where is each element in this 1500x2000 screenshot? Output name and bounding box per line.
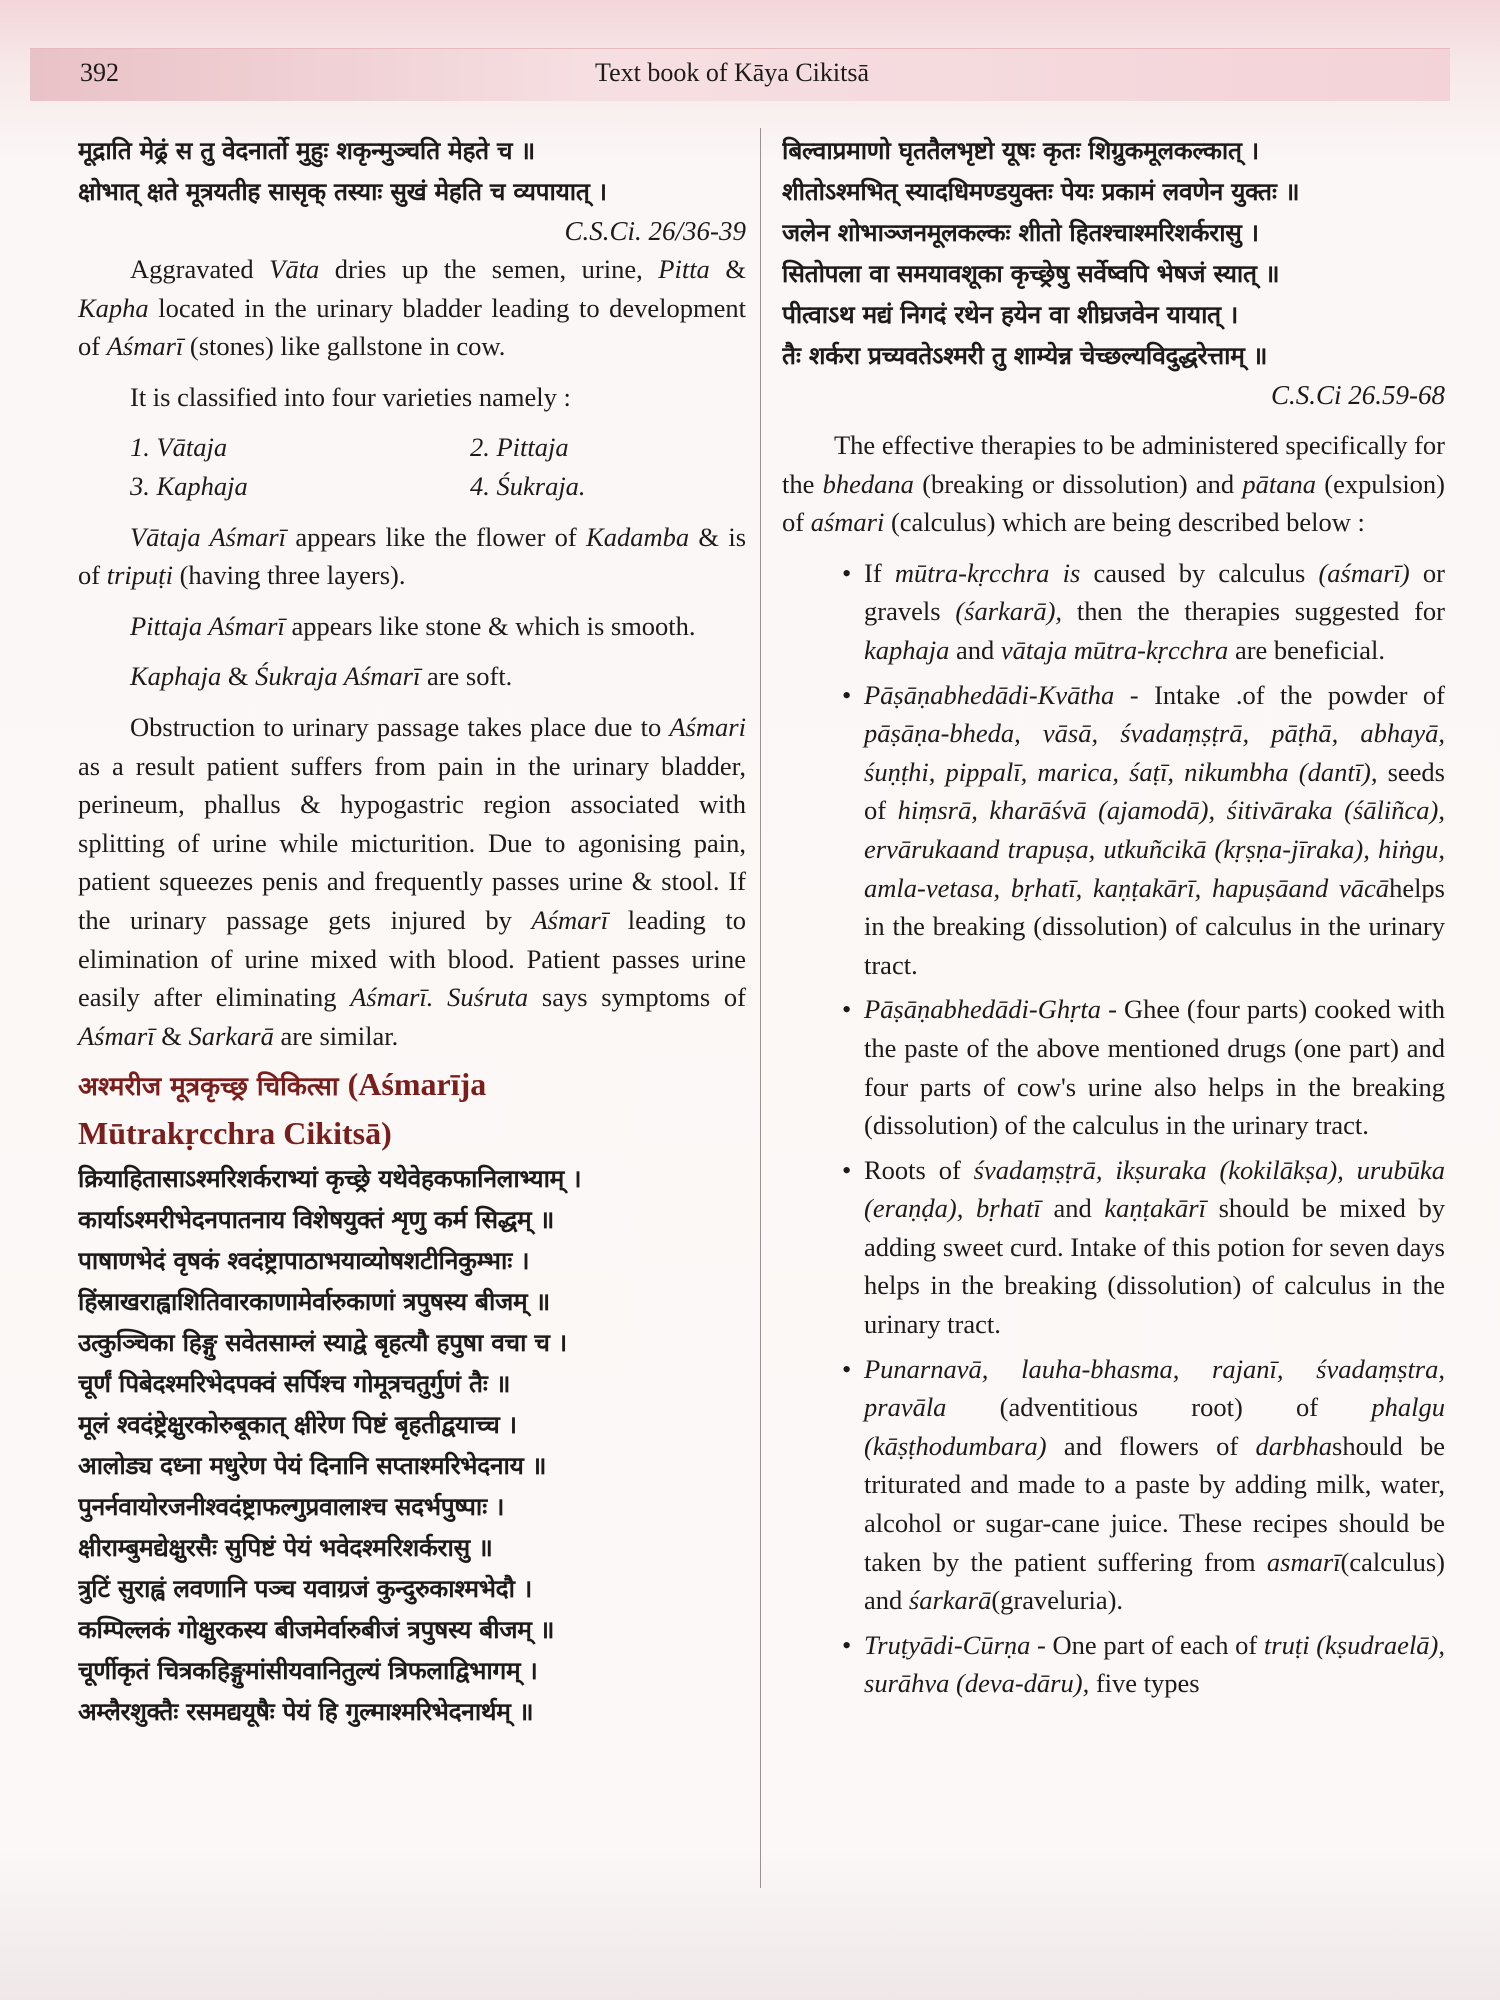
paragraph: Kaphaja & Śukraja Aśmarī are soft. (130, 661, 513, 692)
list-item: • If mūtra-kṛcchra is caused by calculus (aśmarī) or gravels (śarkarā), then the therapies suggested for kaphaja and vātaja mūtra-kṛcchra are beneficial. (842, 557, 1445, 665)
sanskrit-line: शीतोऽश्मभित् स्यादधिमण्डयुक्तः पेयः प्रकामं लवणेन युक्तः ॥ (782, 177, 1300, 206)
paragraph: It is classified into four varieties namely : (130, 381, 571, 412)
right-column (782, 130, 1445, 1709)
sanskrit-line: उत्कुञ्चिका हिङ्गु सवेतसाम्लं स्याद्वे बृहत्यौ हपुषा वचा च । (78, 1328, 567, 1358)
list-item: • Punarnavā, lauha-bhasma, rajanī, śvadaṃṣtra, pravāla (adventitious root) of phalgu (kāṣṭhodumbara) and flowers of darbhashould be triturated and made to a paste by adding milk, water, alcohol or sugar-cane juice. These recipes should be taken by the patient suffering from asmarī(calculus) and śarkarā(graveluria). (842, 1353, 1446, 1616)
sanskrit-line: मूद्राति मेढ्रं स तु वेदनार्तो मुहुः शकृन्मुञ्चति मेहते च ॥ (78, 136, 535, 165)
list-item: • Truṭyādi-Cūrṇa - One part of each of truṭi (kṣudraelā), surāhva (deva-dāru), five types (842, 1629, 1446, 1699)
sanskrit-line: पुनर्नवायोरजनीश्वदंष्ट्राफल्गुप्रवालाश्च सदर्भपुष्पाः । (78, 1492, 505, 1522)
verse-reference: C.S.Ci 26.59-68 (1270, 380, 1445, 410)
variety-item: 4. Śukraja. (470, 470, 586, 501)
sanskrit-line: मूलं श्वदंष्ट्रेक्षुरकोरुबूकात् क्षीरेण पिष्टं बृहतीद्वयाच्च । (78, 1410, 517, 1440)
list-item: • Roots of śvadaṃṣṭrā, ikṣuraka (kokilākṣa), urubūka (eraṇḍa), bṛhatī and kaṇṭakārī should be mixed by adding sweet curd. Intake of this potion for seven days helps in the breaking (dissolution) of calculus in the urinary tract. (842, 1154, 1445, 1340)
list-item: • Pāṣāṇabhedādi-Kvātha - Intake .of the powder of pāṣāṇa-bheda, vāsā, śvadaṃṣṭrā, pāṭhā, abhayā, śuṇṭhi, pippalī, marica, śaṭī, nikumbha (dantī), seeds of hiṃsrā, kharāśvā (ajamodā), śitivāraka (śāliñca), ervārukaand trapuṣa, utkuñcikā (kṛṣṇa-jīraka), hiṅgu, amla-vetasa, bṛhatī, kaṇṭakārī, hapuṣāand vācāhelps in the breaking (dissolution) of calculus in the urinary tract. (842, 679, 1445, 980)
sanskrit-line: अम्लैरशुक्तैः रसमद्ययूषैः पेयं हि गुल्माश्मरिभेदनार्थम् ॥ (78, 1697, 534, 1727)
sanskrit-line: क्षोभात् क्षते मूत्रयतीह सासृक् तस्याः सुखं मेहति च व्यपायात् । (78, 177, 607, 206)
sanskrit-line: त्रुटिं सुराह्वं लवणानि पञ्च यवाग्रजं कुन्दुरुकाश्मभेदौ । (78, 1574, 532, 1604)
sanskrit-line: सितोपला वा समयावशूका कृच्छ्रेषु सर्वेष्वपि भेषजं स्यात् ॥ (782, 259, 1280, 288)
sanskrit-line: क्रियाहितासाऽश्मरिशर्कराभ्यां कृच्छ्रे यथेवेहकफानिलाभ्याम् । (78, 1164, 582, 1194)
sanskrit-line: आलोड्य दध्ना मधुरेण पेयं दिनानि सप्ताश्मरिभेदनाय ॥ (78, 1451, 547, 1481)
page-number: 392 (80, 58, 119, 87)
list-item: • Pāṣāṇabhedādi-Ghṛta - Ghee (four parts) cooked with the paste of the above mentioned drugs (one part) and four parts of cow's urine also helps in the breaking (dissolution) of the calculus in the urinary tract. (842, 994, 1445, 1141)
column-divider (760, 128, 761, 1888)
sanskrit-line: पीत्वाऽथ मद्यं निगदं रथेन हयेन वा शीघ्रजवेन यायात् । (782, 300, 1238, 329)
variety-item: 2. Pittaja (470, 432, 569, 463)
sanskrit-line: पाषाणभेदं वृषकं श्वदंष्ट्रापाठाभयाव्योषशटीनिकुम्भाः । (78, 1246, 530, 1276)
running-title: Text book of Kāya Cikitsā (595, 58, 870, 87)
sanskrit-line: हिंस्राखराह्वाशितिवारकाणामेर्वारुकाणां त्रपुषस्य बीजम् ॥ (78, 1287, 550, 1317)
sanskrit-line: कम्पिल्लकं गोक्षुरकस्य बीजमेर्वारुबीजं त्रपुषस्य बीजम् ॥ (78, 1615, 555, 1645)
sanskrit-line: बिल्वाप्रमाणो घृततैलभृष्टो यूषः कृतः शिग्रुकमूलकल्कात् । (782, 136, 1259, 165)
sanskrit-line: कार्याऽश्मरीभेदनपातनाय विशेषयुक्तं शृणु कर्म सिद्धम् ॥ (78, 1205, 554, 1235)
paragraph: Vātaja Aśmarī appears like the flower of Kadamba & is of tripuṭi (having three layers). (78, 521, 747, 591)
sanskrit-line: चूर्णीकृतं चित्रकहिङ्गुमांसीयवानितुल्यं त्रिफलाद्विभागम् । (78, 1656, 538, 1686)
sanskrit-line: जलेन शोभाञ्जनमूलकल्कः शीतो हितश्चाश्मरिशर्करासु । (782, 218, 1259, 247)
variety-list (130, 428, 746, 505)
paragraph: Obstruction to urinary passage takes place due to Aśmari as a result patient suffers from pain in the urinary bladder, perineum, phallus & hypogastric region associated with splitting of urine while micturition. Due to agonising pain, patient squeezes penis and frequently passes urine & stool. If the urinary passage gets injured by Aśmarī leading to elimination of urine mixed with blood. Patient passes urine easily after eliminating Aśmarī. Suśruta says symptoms of Aśmarī & Sarkarā are similar. (78, 711, 747, 1051)
paragraph: Aggravated Vāta dries up the semen, urine, Pitta & Kapha located in the urinary bladder leading to development of Aśmarī (stones) like gallstone in cow. (78, 254, 746, 362)
left-column (78, 130, 746, 1732)
sanskrit-line: क्षीराम्बुमद्येक्षुरसैः सुपिष्टं पेयं भवेदश्मरिशर्करासु ॥ (78, 1533, 493, 1563)
sanskrit-line: तैः शर्करा प्रच्यवतेऽश्मरी तु शाम्येन्न चेच्छल्यविदुद्धरेत्ताम् ॥ (782, 341, 1268, 370)
therapy-list (782, 554, 1445, 1703)
section-heading: अश्मरीज मूत्रकृच्छ्र चिकित्सा (Aśmarīja Mūtrakṛcchra Cikitsā) (78, 1066, 487, 1152)
variety-item: 3. Kaphaja (130, 470, 248, 501)
verse-reference: C.S.Ci. 26/36-39 (564, 216, 746, 246)
paragraph: The effective therapies to be administered specifically for the bhedana (breaking or dissolution) and pātana (expulsion) of aśmari (calculus) which are being described below : (782, 430, 1446, 538)
sanskrit-line: चूर्णं पिबेदश्मरिभेदपक्वं सर्पिश्च गोमूत्रचतुर्गुणं तैः ॥ (78, 1369, 511, 1399)
paragraph: Pittaja Aśmarī appears like stone & which is smooth. (130, 610, 696, 641)
variety-item: 1. Vātaja (130, 432, 228, 463)
sanskrit-verse-block (78, 1158, 746, 1732)
